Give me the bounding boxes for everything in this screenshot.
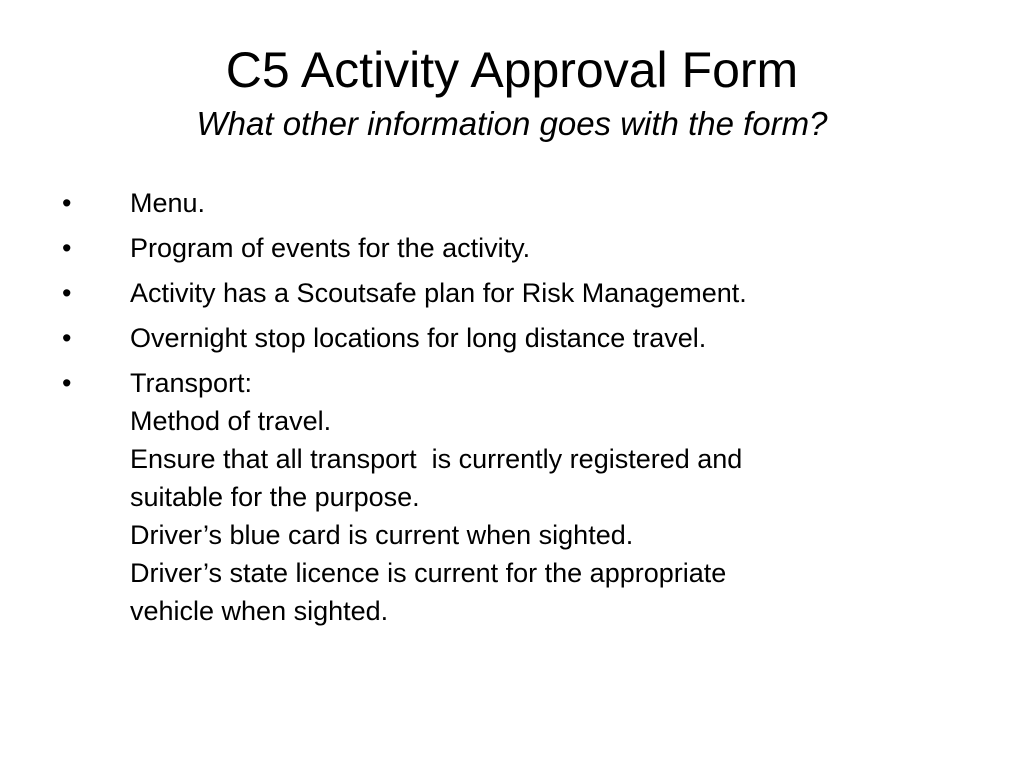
bullet-line: Activity has a Scoutsafe plan for Risk Management. [130, 278, 747, 308]
bullet-line: vehicle when sighted. [130, 596, 389, 626]
bullet-item-transport [58, 364, 958, 630]
bullet-icon: • [62, 368, 72, 398]
bullet-line: Menu. [130, 188, 206, 218]
bullet-icon: • [62, 233, 72, 263]
bullet-icon: • [62, 188, 72, 218]
bullet-line: Driver’s state licence is current for the appropriate [130, 558, 727, 588]
bullet-text [130, 184, 958, 222]
bullet-line: Driver’s blue card is current when sighted. [130, 520, 634, 550]
bullet-item-overnight [58, 319, 958, 357]
bullet-item-program [58, 229, 958, 267]
bullet-item-scoutsafe [58, 274, 958, 312]
bullet-text [130, 319, 958, 357]
bullet-line: Overnight stop locations for long distance travel. [130, 323, 707, 353]
bullet-icon: • [62, 278, 72, 308]
bullet-icon: • [62, 323, 72, 353]
bullet-line: Transport: [130, 368, 253, 398]
title-block [0, 38, 1024, 146]
bullet-line: Method of travel. [130, 406, 332, 436]
slide-title: C5 Activity Approval Form [225, 42, 799, 98]
bullet-text [130, 274, 958, 312]
bullet-text [130, 364, 958, 630]
bullet-line: Program of events for the activity. [130, 233, 531, 263]
bullet-line: suitable for the purpose. [130, 482, 420, 512]
slide-subtitle: What other information goes with the form? [196, 105, 828, 142]
bullet-line: Ensure that all transport is currently registered and [130, 444, 743, 474]
bullet-text [130, 229, 958, 267]
bullet-item-menu [58, 184, 958, 222]
bullet-list [58, 184, 958, 637]
